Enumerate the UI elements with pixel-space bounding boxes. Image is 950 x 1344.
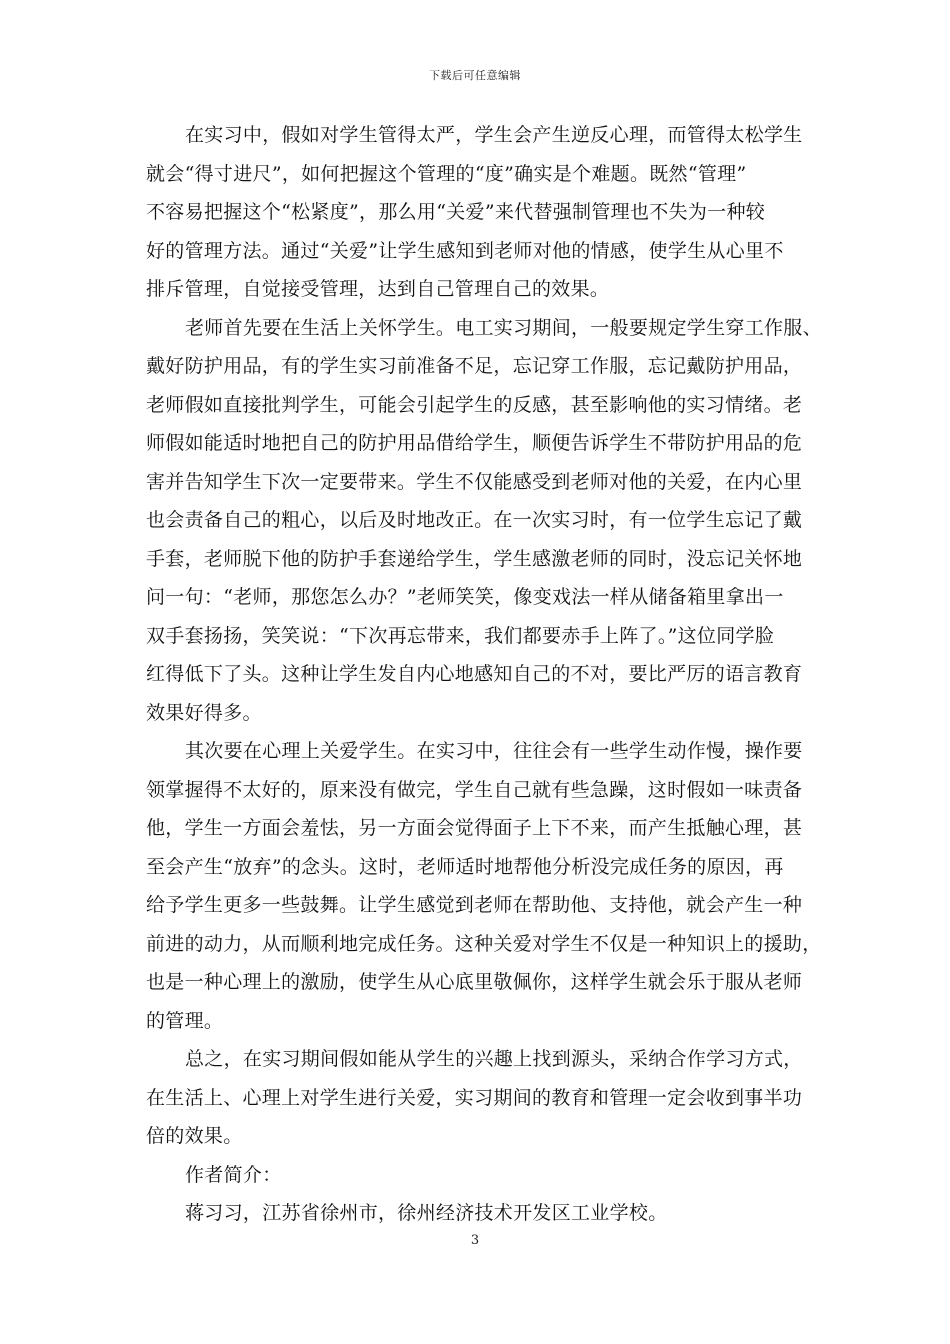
text-line: 不容易把握这个“松紧度”，那么用“关爱”来代替强制管理也不失为一种较 xyxy=(146,201,766,223)
text-line: 戴好防护用品，有的学生实习前准备不足，忘记穿工作服，忘记戴防护用品， xyxy=(146,355,803,377)
text-line: 给予学生更多一些鼓舞。让学生感觉到老师在帮助他、支持他，就会产生一种 xyxy=(146,894,803,916)
text-line: 他，学生一方面会羞怯，另一方面会觉得面子上下不来，而产生抵触心理，甚 xyxy=(146,817,803,839)
text-line: 老师首先要在生活上关怀学生。电工实习期间，一般要规定学生穿工作服、 xyxy=(185,316,822,339)
text-line: 前进的动力，从而顺利地完成任务。这种关爱对学生不仅是一种知识上的援助， xyxy=(146,932,822,955)
text-line: 也会责备自己的粗心，以后及时地改正。在一次实习时，有一位学生忘记了戴 xyxy=(146,509,803,531)
text-line: 领掌握得不太好的，原来没有做完，学生自己就有些急躁，这时假如一味责备 xyxy=(146,778,803,801)
page-number: 3 xyxy=(470,1233,480,1248)
document-body xyxy=(146,116,822,1233)
text-line: 的管理。 xyxy=(146,1009,224,1032)
text-line: 也是一种心理上的激励，使学生从心底里敬佩你，这样学生就会乐于服从老师 xyxy=(146,971,803,993)
text-line: 其次要在心理上关爱学生。在实习中，往往会有一些学生动作慢，操作要 xyxy=(185,740,803,762)
text-line: 在生活上、心理上对学生进行关爱，实习期间的教育和管理一定会收到事半功 xyxy=(146,1086,803,1109)
text-line: 在实习中，假如对学生管得太严，学生会产生逆反心理，而管得太松学生 xyxy=(185,124,803,146)
text-line: 双手套扬扬，笑笑说：“下次再忘带来，我们都要赤手上阵了。”这位同学脸 xyxy=(146,624,775,647)
text-line: 效果好得多。 xyxy=(146,701,262,724)
text-line: 就会“得寸进尺”，如何把握这个管理的“度”确实是个难题。既然“管理” xyxy=(146,162,747,185)
text-line: 问一句：“老师，那您怎么办？”老师笑笑，像变戏法一样从储备箱里拿出一 xyxy=(146,586,784,608)
text-line: 总之，在实习期间假如能从学生的兴趣上找到源头，采纳合作学习方式， xyxy=(185,1048,803,1070)
text-line: 好的管理方法。通过“关爱”让学生感知到老师对他的情感，使学生从心里不 xyxy=(146,239,784,262)
text-line: 至会产生“放弃”的念头。这时，老师适时地帮他分析没完成任务的原因，再 xyxy=(146,855,784,878)
text-line: 蒋习习，江苏省徐州市，徐州经济技术开发区工业学校。 xyxy=(185,1202,668,1224)
text-line: 作者简介： xyxy=(185,1163,282,1186)
text-line: 排斥管理，自觉接受管理，达到自己管理自己的效果。 xyxy=(146,278,610,300)
page-header: 下载后可任意编辑 xyxy=(429,69,521,82)
text-line: 手套，老师脱下他的防护手套递给学生，学生感激老师的同时，没忘记关怀地 xyxy=(146,547,803,570)
text-line: 师假如能适时地把自己的防护用品借给学生，顺便告诉学生不带防护用品的危 xyxy=(146,432,803,454)
text-line: 老师假如直接批判学生，可能会引起学生的反感，甚至影响他的实习情绪。老 xyxy=(146,393,803,416)
text-line: 倍的效果。 xyxy=(146,1125,243,1147)
text-line: 红得低下了头。这种让学生发自内心地感知自己的不对，要比严厉的语言教育 xyxy=(146,663,803,685)
text-line: 害并告知学生下次一定要带来。学生不仅能感受到老师对他的关爱，在内心里 xyxy=(146,470,803,493)
